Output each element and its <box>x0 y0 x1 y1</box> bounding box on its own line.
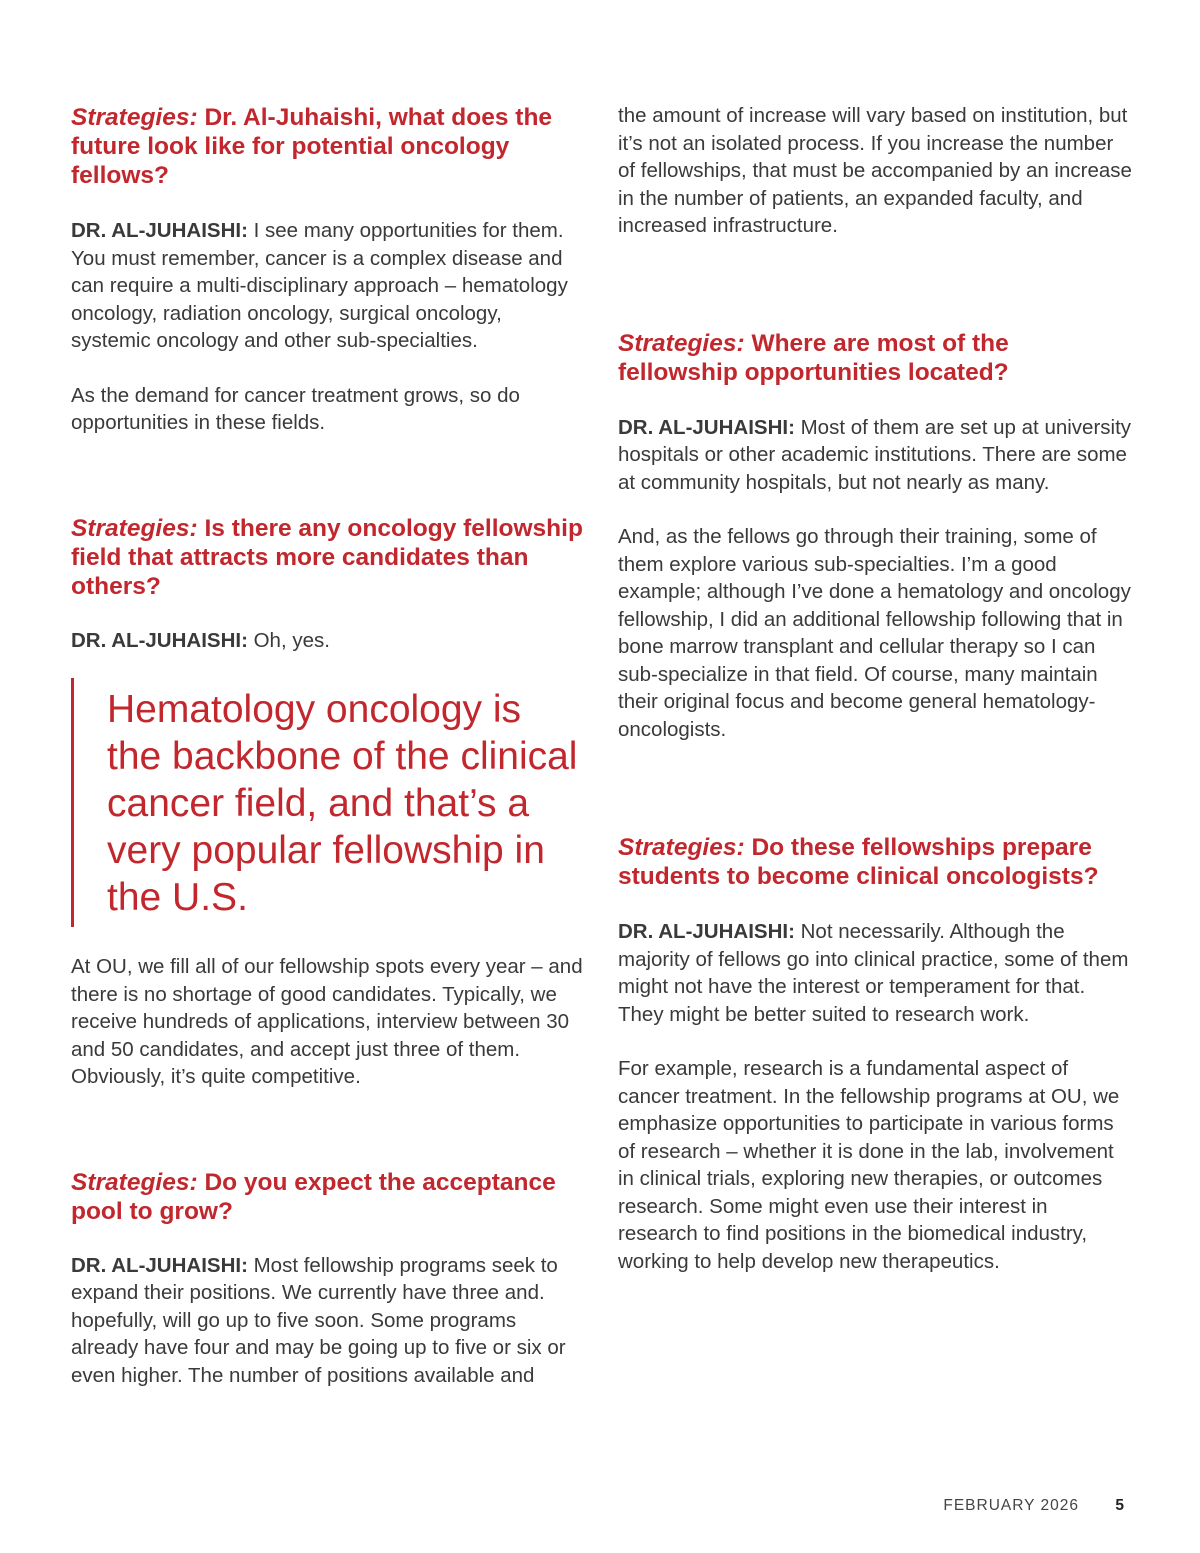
question-text: Do you expect the acceptance pool to grow? <box>71 1168 556 1225</box>
page-number: 5 <box>1115 1497 1124 1514</box>
issue-date: FEBRUARY 2026 <box>943 1497 1079 1514</box>
body-paragraph: At OU, we fill all of our fellowship spots every year – and there is no shortage of good candidates. Typically, we receive hundreds of applications, interview between 30 and 50 candidates, and accept just three of them. Obviously, it’s quite competitive. <box>71 955 583 1088</box>
strategies-label: Strategies: <box>618 329 745 357</box>
pull-quote: Hematology oncology is the backbone of the clinical cancer field, and that’s a very popular fellowship in the U.S. <box>71 678 583 927</box>
body-paragraph: the amount of increase will vary based on institution, but it’s not an isolated process. If you increase the number of fellowships, that must be accompanied by an increase in the number of patients, an expanded faculty, and increased infrastructure. <box>618 104 1132 237</box>
body-paragraph: As the demand for cancer treatment grows, so do opportunities in these fields. <box>71 383 520 434</box>
right-column <box>618 100 1133 1275</box>
question-text: Where are most of the fellowship opportunities located? <box>618 329 1009 386</box>
question-heading <box>618 833 1133 891</box>
answer-text: I see many opportunities for them. You must remember, cancer is a complex disease and can require a multi-disciplinary approach – hematology oncology, radiation oncology, surgical oncology, systemic oncology and other sub-specialties. <box>71 219 568 352</box>
answer-paragraph <box>71 627 583 655</box>
page-footer <box>0 1497 1200 1519</box>
strategies-label: Strategies: <box>71 104 198 131</box>
body-paragraph: For example, research is a fundamental aspect of cancer treatment. In the fellowship programs at OU, we emphasize opportunities to participate in various forms of research – whether it is done in the lab, involvement in clinical trials, exploring new therapies, or outcomes research. Some might even use their interest in research to find positions in the biomedical industry, working to help develop new therapeutics. <box>618 1057 1120 1273</box>
speaker-label: DR. AL-JUHAISHI: <box>71 219 248 242</box>
question-heading <box>71 514 583 601</box>
question-heading <box>618 329 1133 387</box>
answer-paragraph <box>71 217 583 355</box>
speaker-label: DR. AL-JUHAISHI: <box>71 628 248 652</box>
strategies-label: Strategies: <box>618 834 745 861</box>
strategies-label: Strategies: <box>71 1168 198 1196</box>
body-paragraph: And, as the fellows go through their training, some of them explore various sub-specialties. I’m a good example; although I’ve done a hematology and oncology fellowship, I did an additional fellowship following that in bone marrow transplant and cellular therapy so I can sub-specialize in that field. Of course, many maintain their original focus and become general hematology-oncologists. <box>618 525 1131 741</box>
question-text: Do these fellowships prepare students to become clinical oncologists? <box>618 834 1099 890</box>
question-text: Dr. Al-Juhaishi, what does the future look like for potential oncology fellows? <box>71 104 553 189</box>
answer-text: Most of them are set up at university hospitals or other academic institutions. There are some at community hospitals, but not nearly as many. <box>618 415 1132 494</box>
question-text: Is there any oncology fellowship field that attracts more candidates than others? <box>71 514 583 600</box>
answer-text: Not necessarily. Although the majority of fellows go into clinical practice, some of them might not have the interest or temperament for that. They might be better suited to research work. <box>618 920 1129 1026</box>
speaker-label: DR. AL-JUHAISHI: <box>618 920 795 943</box>
answer-text: Oh, yes. <box>253 628 330 652</box>
answer-paragraph <box>71 1252 583 1390</box>
left-column <box>71 100 583 1389</box>
speaker-label: DR. AL-JUHAISHI: <box>618 415 795 439</box>
question-heading <box>71 1168 583 1226</box>
answer-text: Most fellowship programs seek to expand their positions. We currently have three and. hopefully, will go up to five soon. Some programs already have four and may be going up to five or six or even higher. The number of positions available and <box>71 1253 566 1387</box>
answer-paragraph <box>618 414 1133 497</box>
speaker-label: DR. AL-JUHAISHI: <box>71 1253 248 1277</box>
strategies-label: Strategies: <box>71 514 198 542</box>
question-heading <box>71 103 583 190</box>
answer-paragraph <box>618 918 1133 1028</box>
